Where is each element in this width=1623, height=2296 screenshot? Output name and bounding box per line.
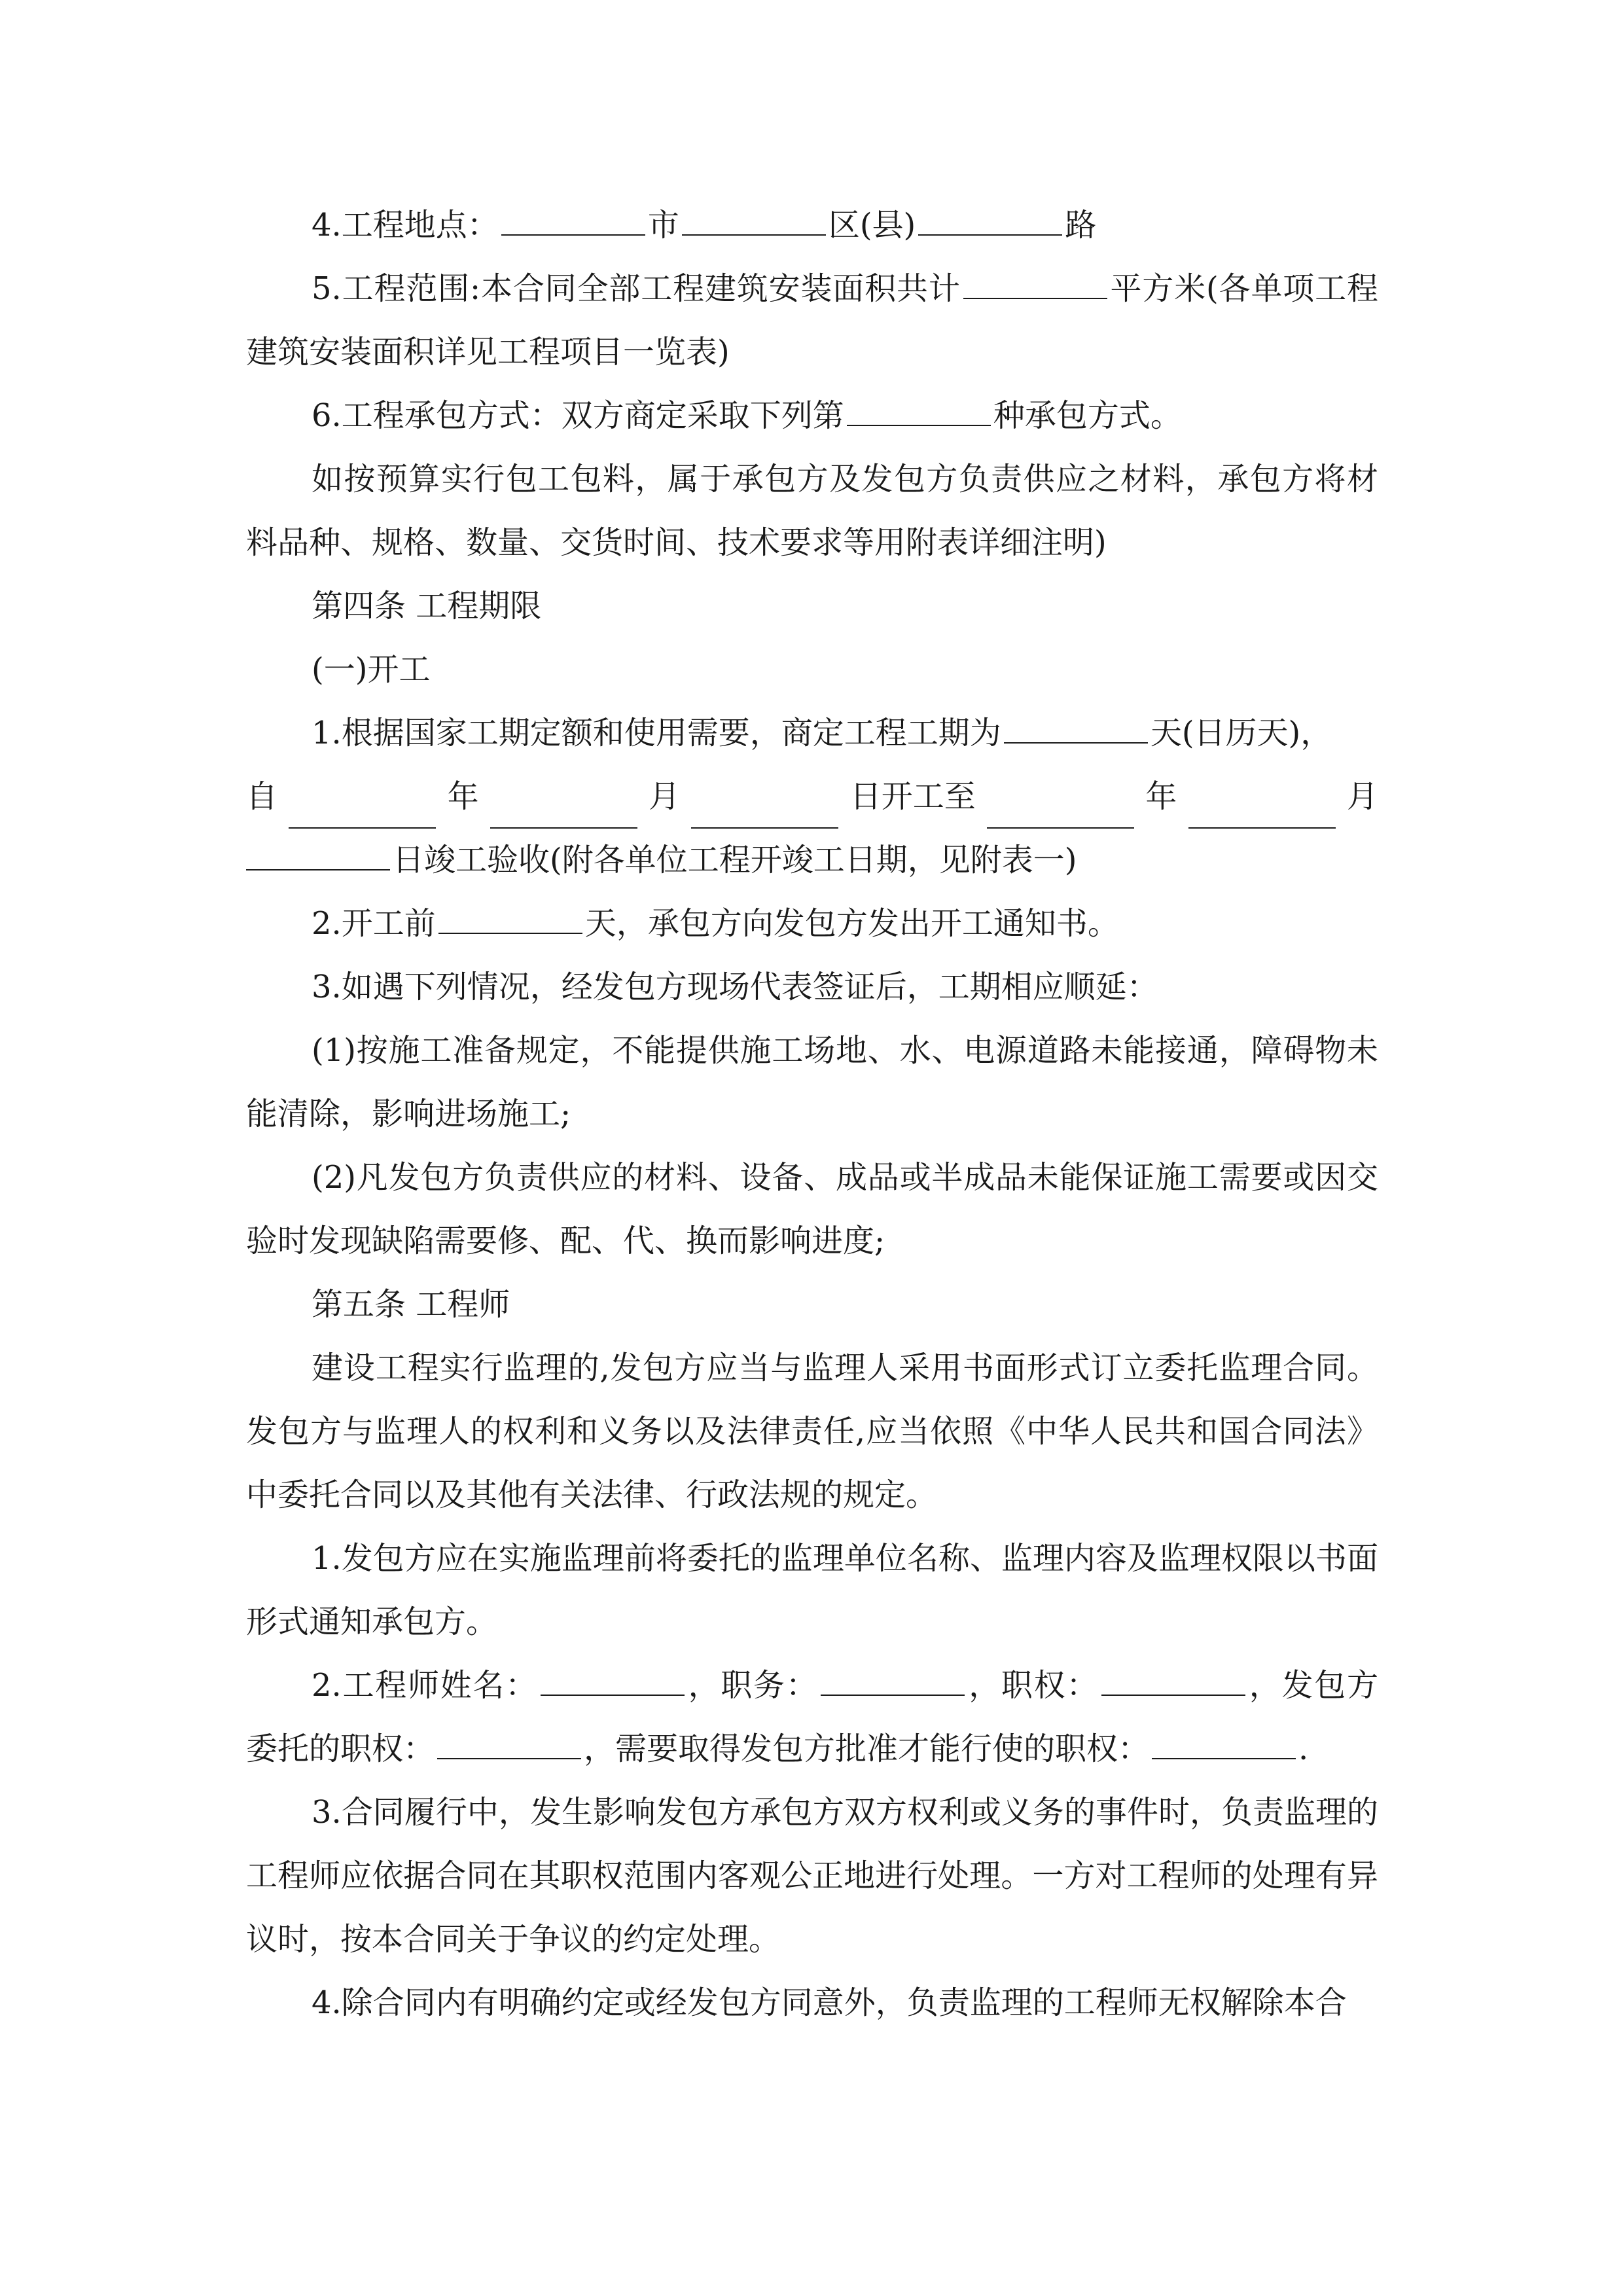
blank-line xyxy=(289,797,436,829)
blank-line xyxy=(682,204,826,236)
blank-line xyxy=(501,204,645,236)
item-contract-mode: 6.工程承包方式：双方商定采取下列第 种承包方式。 xyxy=(246,384,1378,448)
subheading-commencement: (一)开工 xyxy=(312,651,431,688)
blank-line xyxy=(541,1664,685,1696)
item-extension-2: (2)凡发包方负责供应的材料、设备、成品或半成品未能保证施工需要或因交验时发现缺陷需要修、配、代、换而影响进度; xyxy=(246,1159,1378,1259)
item-duration-dates: 自 年 月 日开工至 年 月 xyxy=(246,765,1378,829)
item-engineer-4: 4.除合同内有明确约定或经发包方同意外，负责监理的工程师无权解除本合 xyxy=(312,1984,1347,2021)
blank-line xyxy=(821,1664,965,1696)
blank-line xyxy=(847,395,991,426)
item-engineer-3: 3.合同履行中，发生影响发包方承包方双方权利或义务的事件时，负责监理的工程师应依据合同在其职权范围内客观公正地进行处理。一方对工程师的处理有异议时，按本合同关于争议的约定处理。 xyxy=(246,1794,1378,1958)
item-project-scope: 5.工程范围:本合同全部工程建筑安装面积共计 平方米(各单项工程建筑安装面积详见工程项目一览表) xyxy=(246,257,1378,384)
blank-line xyxy=(490,797,637,829)
blank-line xyxy=(1152,1728,1296,1759)
blank-line xyxy=(987,797,1134,829)
heading-article-4: 第四条 工程期限 xyxy=(312,588,542,624)
item-duration-completion: 日竣工验收(附各单位工程开竣工日期，见附表一) xyxy=(246,829,1378,892)
item-extension-1: (1)按施工准备规定，不能提供施工场地、水、电源道路未能接通，障碍物未能清除，影响进场施工; xyxy=(246,1032,1378,1132)
item-engineer-2: 2.工程师姓名： ，职务： ，职权： ，发包方委托的职权： ，需要取得发包方批准才能行使的职权： . xyxy=(246,1654,1378,1781)
blank-line xyxy=(691,797,838,829)
blank-line xyxy=(246,839,390,870)
item-engineer-1: 1.发包方应在实施监理前将委托的监理单位名称、监理内容及监理权限以书面形式通知承包方。 xyxy=(246,1540,1378,1640)
document-body xyxy=(246,194,1378,2035)
item-notice: 2.开工前 天，承包方向发包方发出开工通知书。 xyxy=(246,892,1378,956)
paragraph-budget-note: 如按预算实行包工包料，属于承包方及发包方负责供应之材料，承包方将材料品种、规格、数量、交货时间、技术要求等用附表详细注明) xyxy=(246,461,1378,561)
blank-line xyxy=(1101,1664,1245,1696)
blank-line xyxy=(438,903,582,934)
item-project-location: 4.工程地点： 市 区(县) 路 xyxy=(246,194,1378,257)
item-duration: 1.根据国家工期定额和使用需要，商定工程工期为 天(日历天)， xyxy=(246,702,1378,765)
blank-line xyxy=(918,204,1062,236)
blank-line xyxy=(1188,797,1336,829)
blank-line xyxy=(437,1728,581,1759)
blank-line xyxy=(963,268,1107,299)
heading-article-5: 第五条 工程师 xyxy=(312,1286,510,1323)
paragraph-supervision: 建设工程实行监理的,发包方应当与监理人采用书面形式订立委托监理合同。发包方与监理人的权利和义务以及法律责任,应当依照《中华人民共和国合同法》中委托合同以及其他有关法律、行政法规的规定。 xyxy=(246,1350,1378,1513)
item-extension: 3.如遇下列情况，经发包方现场代表签证后，工期相应顺延： xyxy=(312,969,1158,1005)
blank-line xyxy=(1004,712,1148,744)
